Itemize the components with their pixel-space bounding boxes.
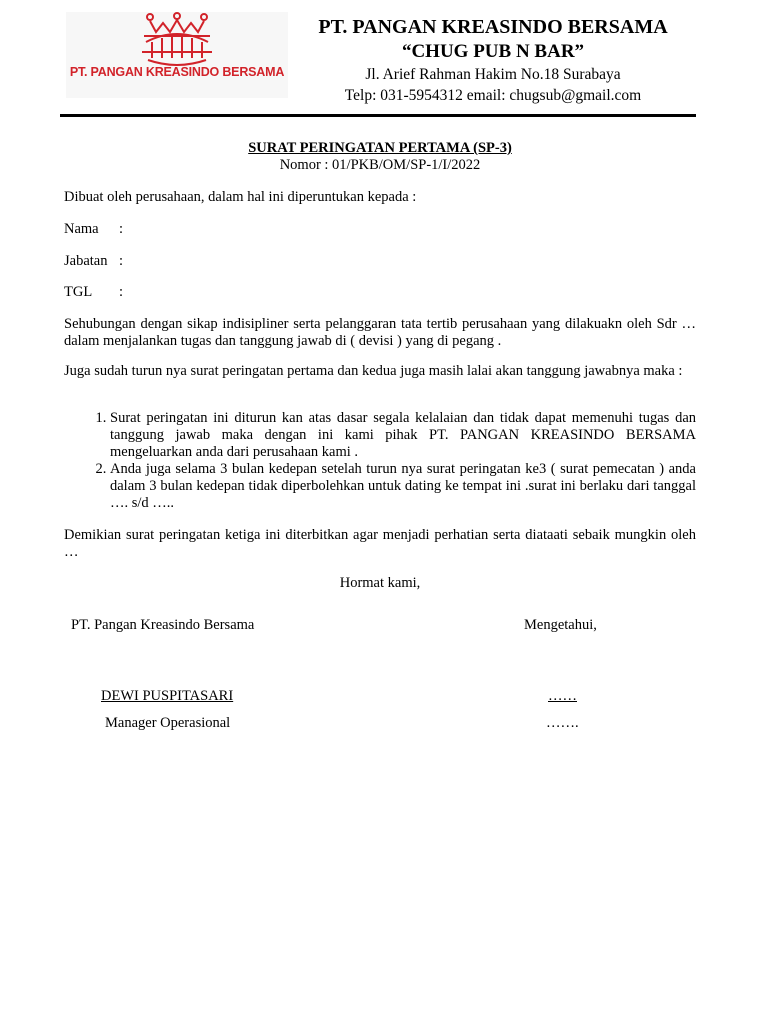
- field-colon: :: [119, 284, 124, 300]
- witness-name: ……: [548, 688, 577, 704]
- company-subtitle: “CHUG PUB N BAR”: [401, 41, 585, 62]
- left-org: PT. Pangan Kreasindo Bersama: [71, 617, 255, 633]
- field-colon: :: [119, 253, 124, 269]
- logo-emblem-icon: [136, 12, 218, 66]
- intro-paragraph: Dibuat oleh perusahaan, dalam hal ini diperuntukan kepada :: [64, 189, 417, 205]
- company-name: PT. PANGAN KREASINDO BERSAMA: [318, 16, 668, 38]
- company-logo: [66, 12, 288, 98]
- company-contact: Telp: 031-5954312 email: chugsub@gmail.com: [344, 87, 642, 104]
- company-address: Jl. Arief Rahman Hakim No.18 Surabaya: [365, 66, 621, 83]
- right-org: Mengetahui,: [524, 617, 597, 633]
- points-list: [64, 410, 696, 512]
- letter-number: Nomor : 01/PKB/OM/SP-1/I/2022: [279, 157, 481, 173]
- field-tgl: [64, 284, 124, 301]
- field-label: Jabatan: [64, 253, 108, 269]
- logo-text: PT. PANGAN KREASINDO BERSAMA: [69, 65, 285, 79]
- header-divider: [60, 114, 696, 117]
- field-colon: :: [119, 221, 124, 237]
- signer-role: Manager Operasional: [105, 715, 231, 731]
- field-label: TGL: [64, 284, 93, 300]
- field-jabatan: [64, 253, 124, 270]
- witness-role: …….: [546, 715, 579, 731]
- signer-name: DEWI PUSPITASARI: [101, 688, 234, 704]
- list-item: 1. Surat peringatan ini diturun kan atas dasar segala kelalaian dan tidak dapat memenuhi tugas dan tanggung jawab maka dengan ini kami pihak PT. PANGAN KREASINDO BERSAMA mengeluarkan anda dari perusahaan kami .: [110, 410, 696, 461]
- paragraph-1: Sehubungan dengan sikap indisipliner serta pelanggaran tata tertib perusahaan yang dilakuakn oleh Sdr … dalam menjalankan tugas dan tanggung jawab di ( devisi ) yang di pegang .: [64, 316, 696, 349]
- list-item: 2. Anda juga selama 3 bulan kedepan setelah turun nya surat peringatan ke3 ( surat pemecatan ) anda dalam 3 bulan kedepan tidak diperbolehkan untuk dating ke tempat ini .surat ini berlaku dari tanggal …. s/d …..: [110, 461, 696, 512]
- field-nama: [64, 221, 124, 238]
- regards: Hormat kami,: [339, 575, 421, 591]
- closing-paragraph: Demikian surat peringatan ketiga ini diterbitkan agar menjadi perhatian serta diataati sebaik mungkin oleh …: [64, 527, 696, 560]
- field-label: Nama: [64, 221, 99, 237]
- paragraph-2: Juga sudah turun nya surat peringatan pertama dan kedua juga masih lalai akan tanggung jawabnya maka :: [64, 363, 683, 379]
- letter-title: SURAT PERINGATAN PERTAMA (SP-3): [248, 140, 512, 156]
